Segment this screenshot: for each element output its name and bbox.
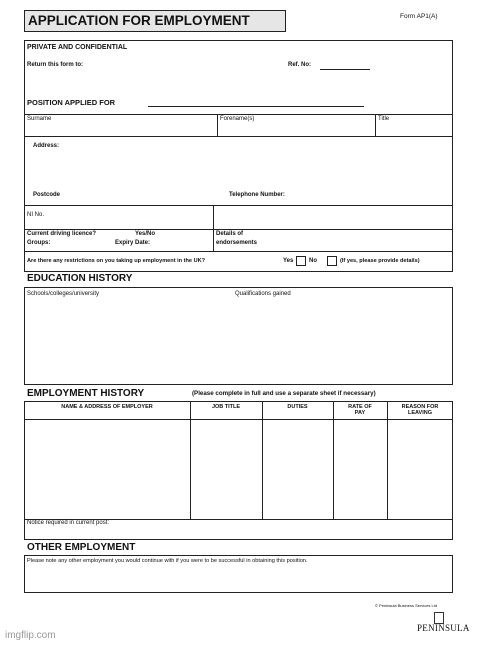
ni-number-label: NI No.: [27, 212, 45, 218]
ref-no-field[interactable]: [320, 69, 370, 70]
form-title: APPLICATION FOR EMPLOYMENT: [24, 10, 286, 32]
expiry-date-label: Expiry Date:: [115, 240, 151, 246]
restrictions-no-label: No: [309, 258, 317, 264]
return-to-label: Return this form to:: [27, 62, 83, 68]
col-reason-leaving-header: REASON FOR LEAVING: [401, 404, 439, 416]
restrictions-no-checkbox[interactable]: [327, 256, 337, 266]
education-history-heading: EDUCATION HISTORY: [27, 273, 133, 284]
restrictions-question: Are there any restrictions on you taking up employment in the UK?: [27, 258, 206, 264]
col-duties-header: DUTIES: [287, 404, 308, 410]
imgflip-watermark: imgflip.com: [5, 630, 56, 641]
notice-required-label: Notice required in current post:: [27, 520, 110, 526]
rate-of-pay-cell[interactable]: [334, 420, 387, 518]
restrictions-yes-label: Yes: [283, 258, 294, 264]
employment-history-note: (Please complete in full and use a separate sheet if necessary): [192, 390, 376, 397]
driving-licence-label: Current driving licence?: [27, 231, 97, 237]
restrictions-yes-checkbox[interactable]: [296, 256, 306, 266]
copyright-text: © Peninsula Business Services Ltd: [375, 603, 438, 608]
education-history-box[interactable]: [24, 287, 453, 385]
peninsula-logo-text: PENINSULA: [417, 623, 470, 633]
ni-number-field[interactable]: [50, 208, 210, 226]
ref-no-label: Ref. No:: [288, 62, 311, 68]
reason-leaving-cell[interactable]: [388, 420, 452, 518]
title-label: Title: [378, 116, 390, 122]
telephone-label: Telephone Number:: [229, 192, 285, 198]
col-job-title-header: JOB TITLE: [211, 404, 241, 410]
employer-cell[interactable]: [25, 420, 190, 518]
position-applied-label: POSITION APPLIED FOR: [27, 98, 116, 107]
surname-label: Surname: [27, 116, 52, 122]
duties-cell[interactable]: [263, 420, 333, 518]
col-employer-header: NAME & ADDRESS OF EMPLOYER: [61, 404, 153, 410]
address-field[interactable]: [70, 140, 450, 188]
licence-yes-no[interactable]: Yes/No: [135, 231, 156, 237]
employment-history-heading: EMPLOYMENT HISTORY: [27, 388, 145, 399]
notice-required-field[interactable]: [25, 528, 452, 539]
restrictions-note: (If yes, please provide details): [340, 258, 420, 264]
form-code: Form AP1(A): [400, 13, 438, 20]
details-of-label: Details of: [216, 231, 244, 237]
title-field[interactable]: [376, 123, 452, 136]
forenames-field[interactable]: [218, 123, 375, 136]
address-label: Address:: [33, 143, 60, 149]
forenames-label: Forename(s): [220, 116, 255, 122]
schools-column-label: Schools/colleges/university: [27, 291, 100, 297]
private-confidential-label: PRIVATE AND CONFIDENTIAL: [27, 44, 128, 51]
position-applied-field[interactable]: [148, 106, 364, 107]
col-rate-of-pay-header: RATE OF PAY: [348, 404, 372, 416]
qualifications-column-label: Qualifications gained: [235, 291, 291, 297]
groups-label: Groups:: [27, 240, 51, 246]
endorsements-label: endorsements: [216, 240, 258, 246]
job-title-cell[interactable]: [191, 420, 262, 518]
postcode-label: Postcode: [33, 192, 61, 198]
other-employment-heading: OTHER EMPLOYMENT: [27, 542, 136, 553]
other-employment-note: Please note any other employment you would continue with if you were to be successful in obtaining this position.: [27, 558, 308, 564]
surname-field[interactable]: [24, 123, 217, 136]
